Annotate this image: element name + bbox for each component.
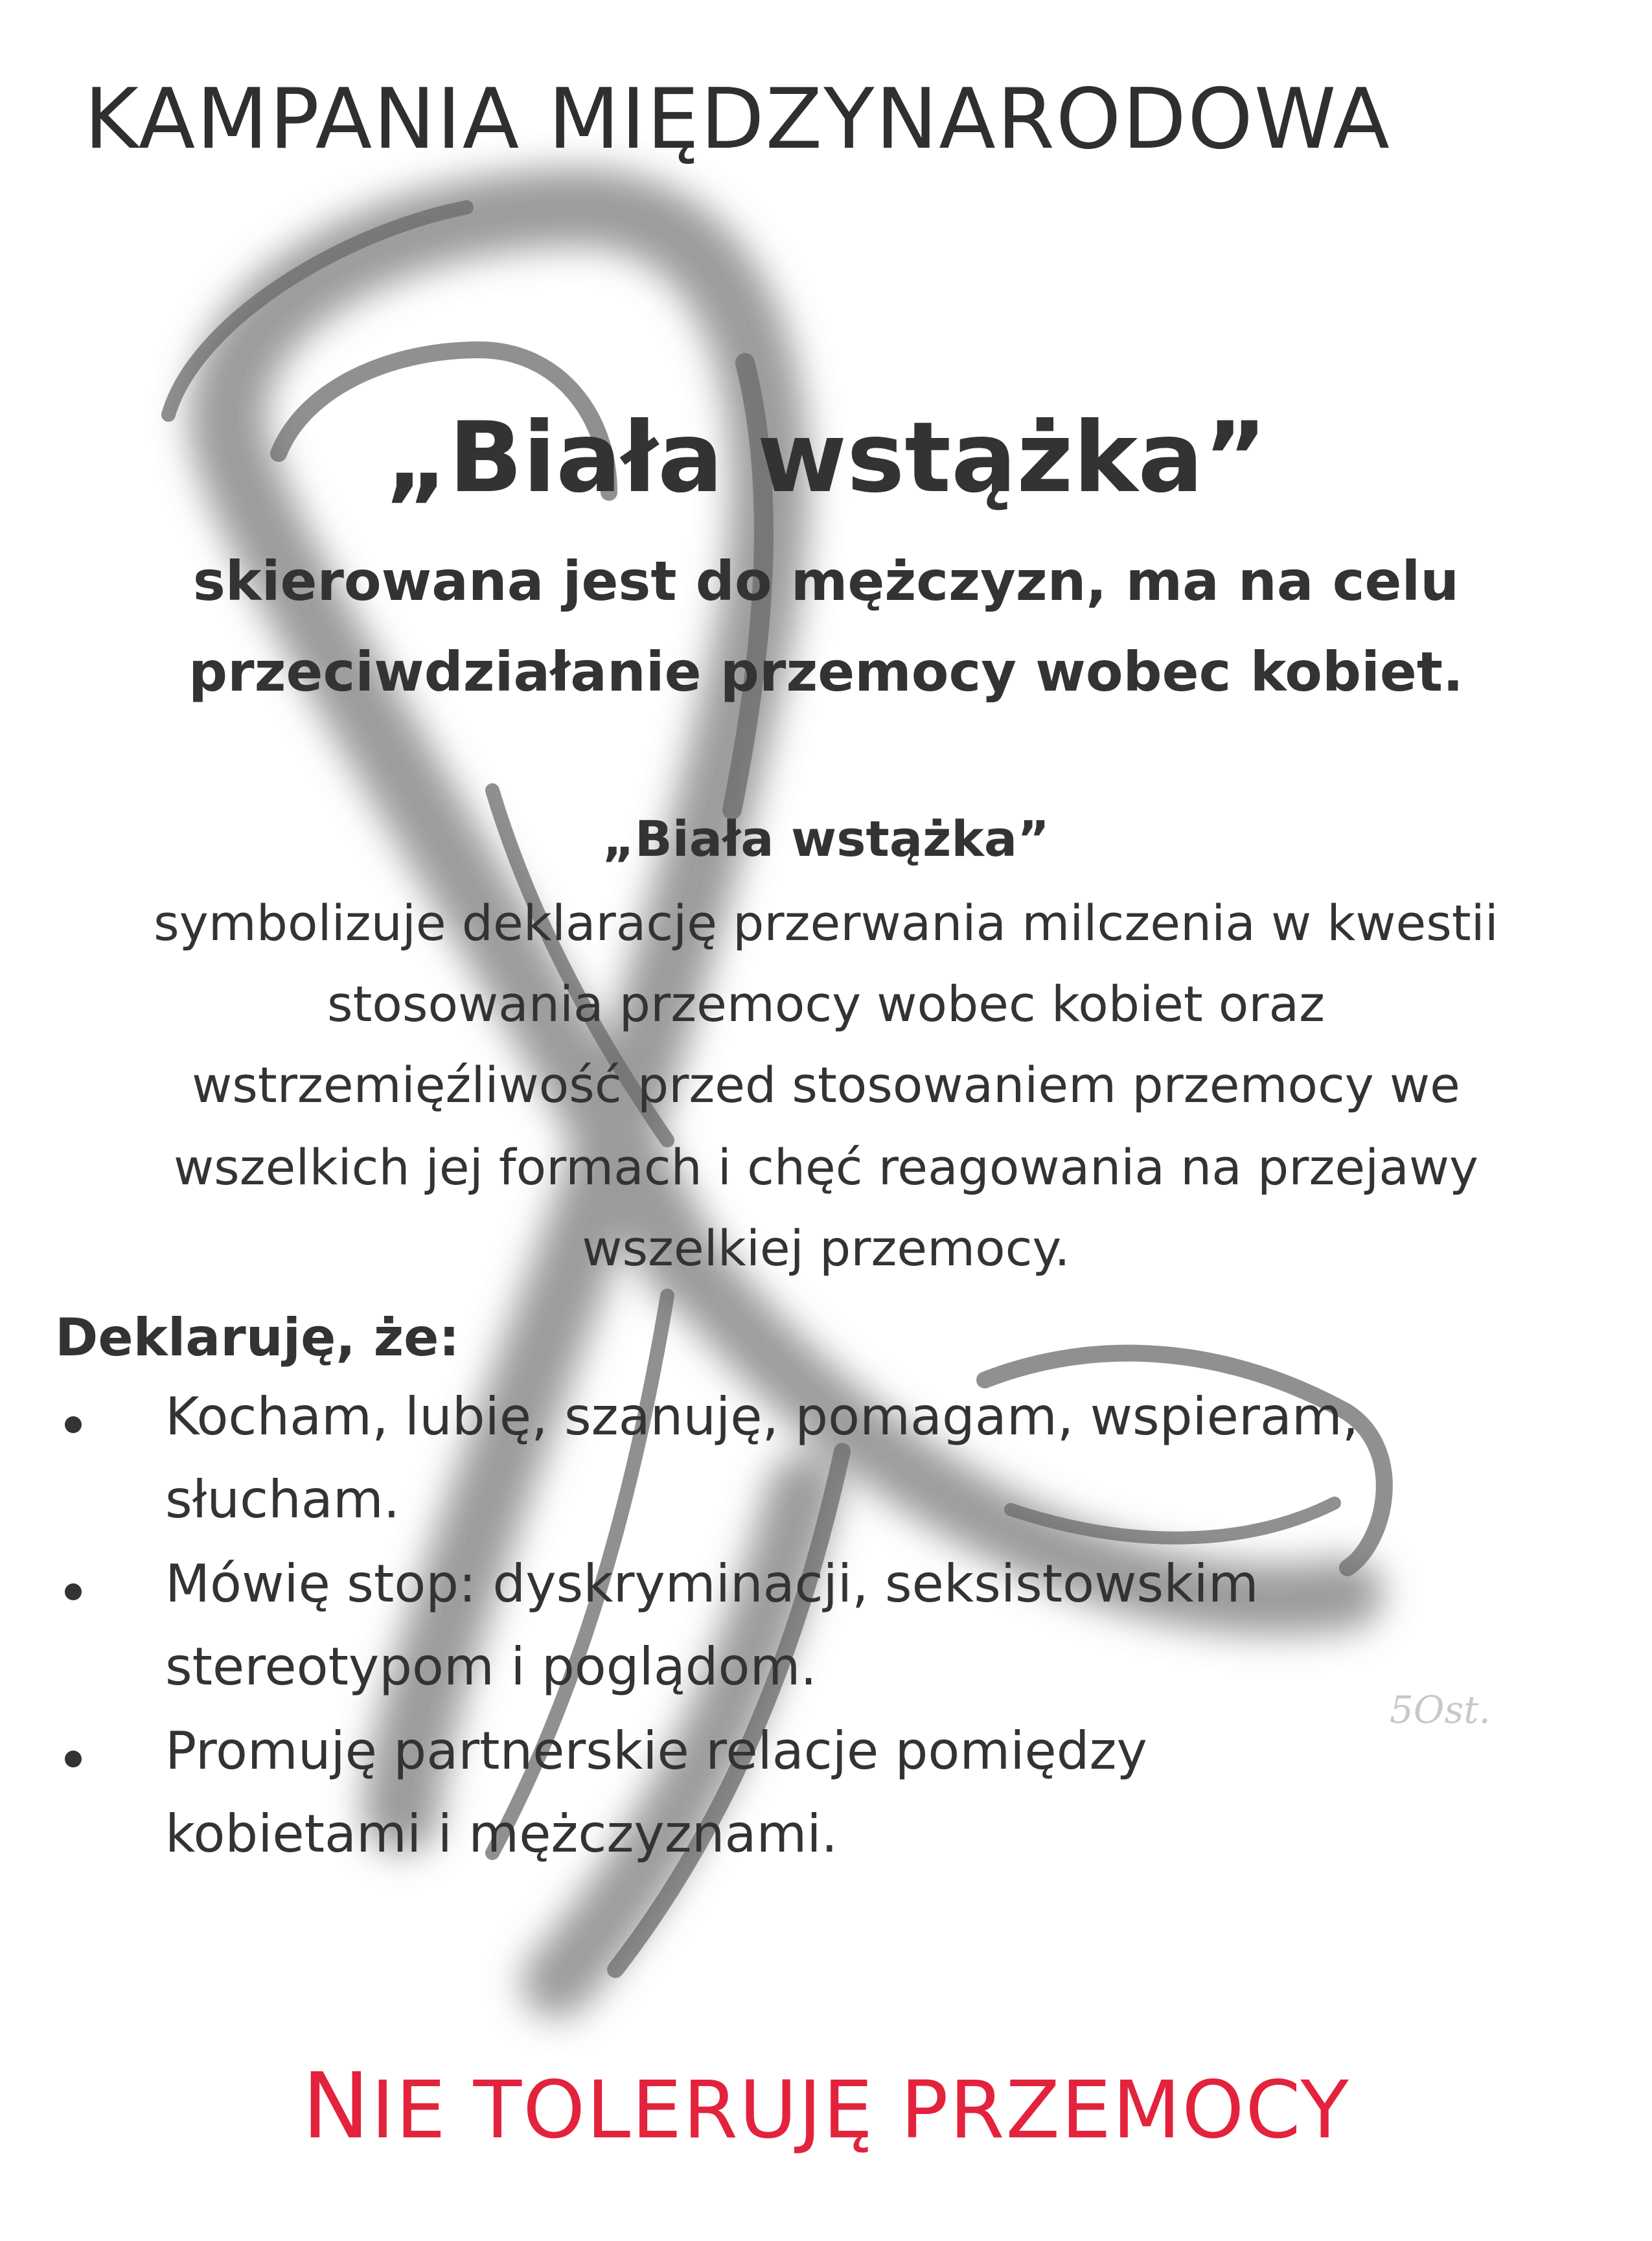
slogan-initial: N <box>302 2054 371 2159</box>
declaration-item-line: słucham. <box>165 1469 400 1530</box>
declaration-heading: Deklaruję, że: <box>55 1307 460 1368</box>
page-title: KAMPANIA MIĘDZYNARODOWA <box>84 71 1391 168</box>
declaration-item-line: kobietami i mężczyznami. <box>165 1804 838 1864</box>
bullet-icon <box>65 1751 82 1767</box>
intro-line: skierowana jest do mężczyzn, ma na celu <box>192 549 1460 613</box>
intro-line: przeciwdziałanie przemocy wobec kobiet. <box>189 640 1463 704</box>
campaign-name-heading: „Biała wstążka” <box>384 402 1268 514</box>
declaration-item-line: Promuję partnerskie relacje pomiędzy <box>165 1721 1147 1781</box>
symbolism-line: wstrzemięźliwość przed stosowaniem przemocy we <box>192 1056 1460 1114</box>
symbolism-heading: „Biała wstążka” <box>602 810 1050 868</box>
slogan-rest: IE TOLERUJĘ PRZEMOCY <box>371 2064 1350 2156</box>
bullet-icon <box>65 1416 82 1433</box>
closing-slogan <box>0 2054 1652 2159</box>
bullet-icon <box>65 1583 82 1600</box>
declaration-item-line: stereotypom i poglądom. <box>165 1637 817 1697</box>
symbolism-line: wszelkiej przemocy. <box>582 1219 1070 1277</box>
declaration-item-line: Kocham, lubię, szanuję, pomagam, wspieram, <box>165 1386 1359 1447</box>
symbolism-line: symbolizuje deklarację przerwania milczenia w kwestii <box>154 894 1498 952</box>
handwritten-note: 5Ost. <box>1390 1688 1491 1732</box>
symbolism-line: wszelkich jej formach i chęć reagowania na przejawy <box>174 1138 1478 1196</box>
declaration-item-line: Mówię stop: dyskryminacji, seksistowskim <box>165 1554 1259 1614</box>
symbolism-line: stosowania przemocy wobec kobiet oraz <box>327 975 1325 1033</box>
